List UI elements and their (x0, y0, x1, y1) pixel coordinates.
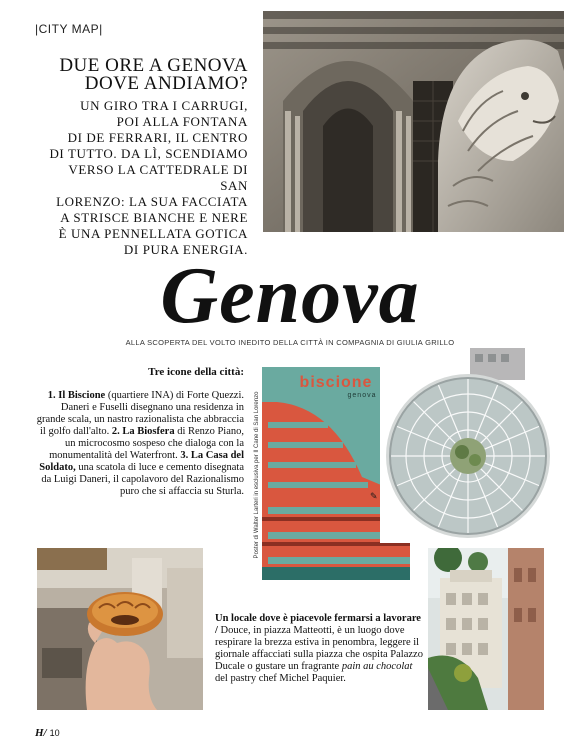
intro-line: VERSO LA CATTEDRALE DI SAN (68, 162, 248, 193)
intro-title-line-2: DOVE ANDIAMO? (84, 73, 248, 94)
poster-subtitle: genova (347, 392, 377, 399)
poster-credit (252, 382, 262, 572)
icons-body (34, 390, 244, 498)
poster-title: biscione (299, 374, 373, 391)
headline-subtitle: ALLA SCOPERTA DEL VOLTO INEDITO DELLA CITTÀ IN COMPAGNIA DI GIULIA GRILLO (125, 338, 455, 347)
icon-1-name: 1. Il Biscione (47, 390, 106, 401)
intro-line: LORENZO: LA SUA FACCIATA (56, 194, 248, 209)
cathedral-lion-photo (263, 11, 564, 232)
intro-line: A STRISCE BIANCHE E NERE (60, 210, 248, 225)
intro-line: POI ALLA FONTANA (116, 114, 248, 129)
icon-3-name: 3. La Casa del Soldato, (39, 450, 244, 473)
icon-2-text: di Renzo Piano, un microcosmo sospeso che dialoga con la monumentalità del Waterfront. (49, 426, 244, 461)
locale-text-b: del pastry chef Michel Paquier. (215, 673, 346, 684)
locale-heading: Un locale dove è piacevole fermarsi a lavorare / (215, 613, 421, 636)
section-label: |CITY MAP| (35, 22, 103, 36)
page-footer (35, 727, 60, 739)
icon-1-text: (quartiere INA) di Forte Quezzi. Daneri e Fuselli disegnano una residenza in grande scala, un nastro razionalista che abbraccia il golfo dall'alto. (36, 390, 244, 437)
poster-credit-text: Poster di Walter Larteri in esclusiva per Il Cane di San Lorenzo (254, 391, 260, 559)
intro-line: È UNA PENNELLATA GOTICA (58, 226, 248, 241)
icons-heading: Tre icone della città: (148, 366, 244, 378)
intro-body (42, 98, 248, 258)
intro-title-line-1: DUE ORE A GENOVA (59, 55, 248, 76)
svg-text:✎: ✎ (370, 491, 378, 501)
intro-line: UN GIRO TRA I CARRUGI, (80, 98, 248, 113)
headline-title: Genova (160, 252, 420, 340)
locale-text-a: Douce, in piazza Matteotti, è un luogo dove respirare la brezza estiva in penombra, leggere il giornale affacciati sulla piazza che ospita Palazzo Ducale o gustare un fragrante (215, 625, 423, 672)
icon-2-name: 2. La Biosfera (111, 426, 175, 437)
intro-line: DI TUTTO. DA LÌ, SCENDIAMO (49, 146, 248, 161)
croissant-photo (37, 548, 203, 710)
magazine-logo: H/ (35, 727, 47, 739)
street-photo (428, 548, 544, 710)
intro-line: DI PURA ENERGIA. (123, 242, 248, 257)
intro-title (48, 57, 248, 93)
locale-paragraph (215, 613, 425, 685)
section-label-text: CITY MAP (38, 22, 100, 36)
intro-line: DI DE FERRARI, IL CENTRO (67, 130, 248, 145)
page-number: 10 (49, 728, 60, 738)
icon-3-text: una scatola di luce e cemento disegnata da Luigi Daneri, il capolavoro del Razionalismo puro che si affaccia su Sturla. (41, 462, 244, 497)
locale-text-italic: pain au chocolat (341, 661, 413, 672)
biosfera-photo (380, 348, 580, 543)
